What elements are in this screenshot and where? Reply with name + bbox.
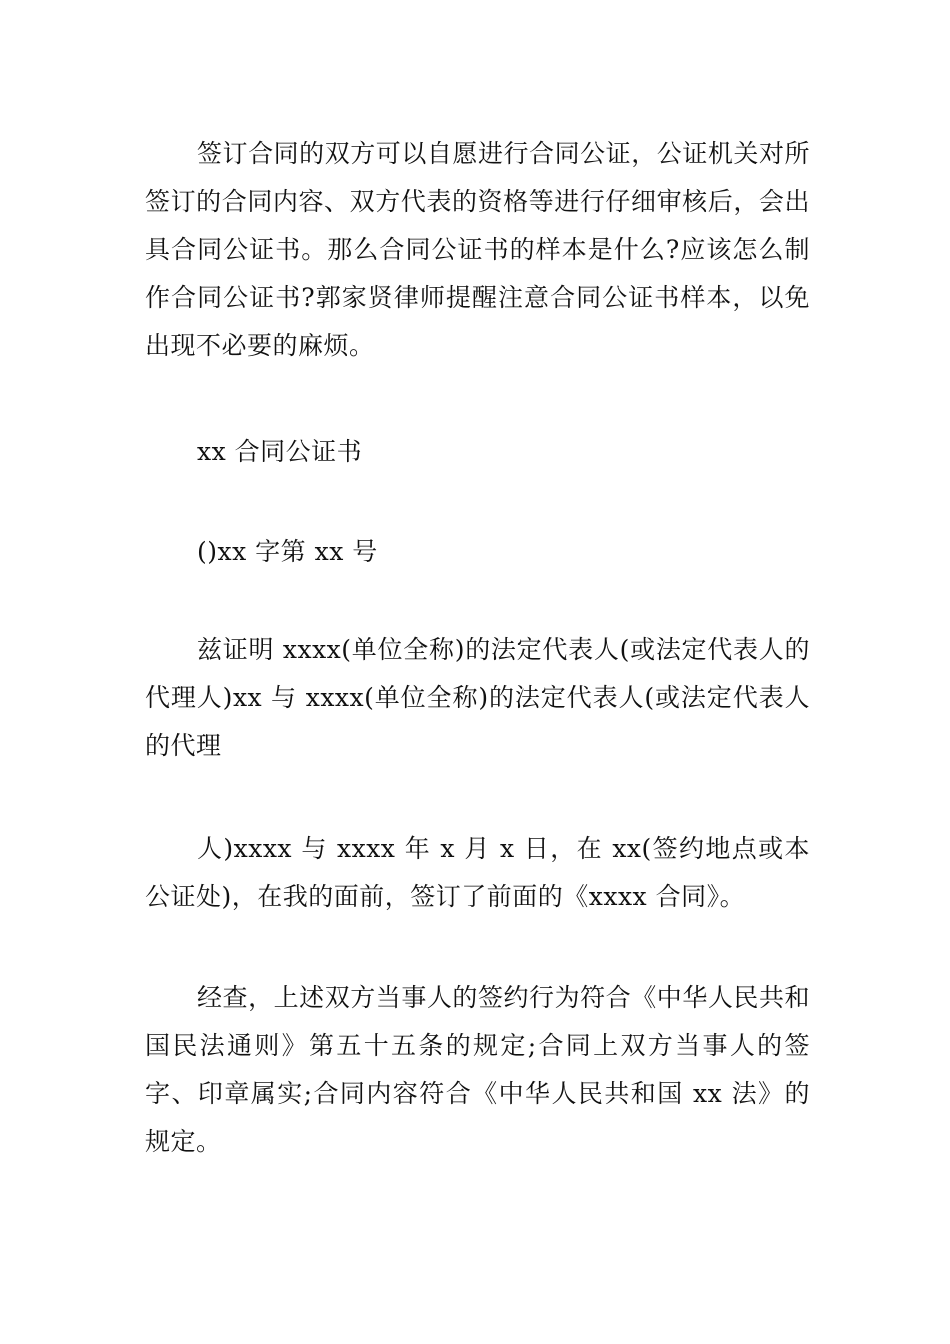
verification-paragraph: 经查，上述双方当事人的签约行为符合《中华人民共和国民法通则》第五十五条的规定;合同上双方当事人的签字、印章属实;合同内容符合《中华人民共和国 xx 法》的规定。	[145, 983, 810, 1156]
signing-paragraph: 人)xxxx 与 xxxx 年 x 月 x 日，在 xx(签约地点或本公证处)，在我的面前，签订了前面的《xxxx 合同》。	[145, 834, 810, 911]
certificate-number: ()xx 字第 xx 号	[197, 537, 378, 566]
intro-paragraph: 签订合同的双方可以自愿进行合同公证，公证机关对所签订的合同内容、双方代表的资格等进行仔细审核后，会出具合同公证书。那么合同公证书的样本是什么?应该怎么制作合同公证书?郭家贤律师提醒注意合同公证书样本，以免出现不必要的麻烦。	[145, 139, 810, 360]
certification-paragraph: 兹证明 xxxx(单位全称)的法定代表人(或法定代表人的代理人)xx 与 xxxx(单位全称)的法定代表人(或法定代表人的代理	[145, 635, 810, 760]
certificate-title: xx 合同公证书	[197, 437, 363, 466]
